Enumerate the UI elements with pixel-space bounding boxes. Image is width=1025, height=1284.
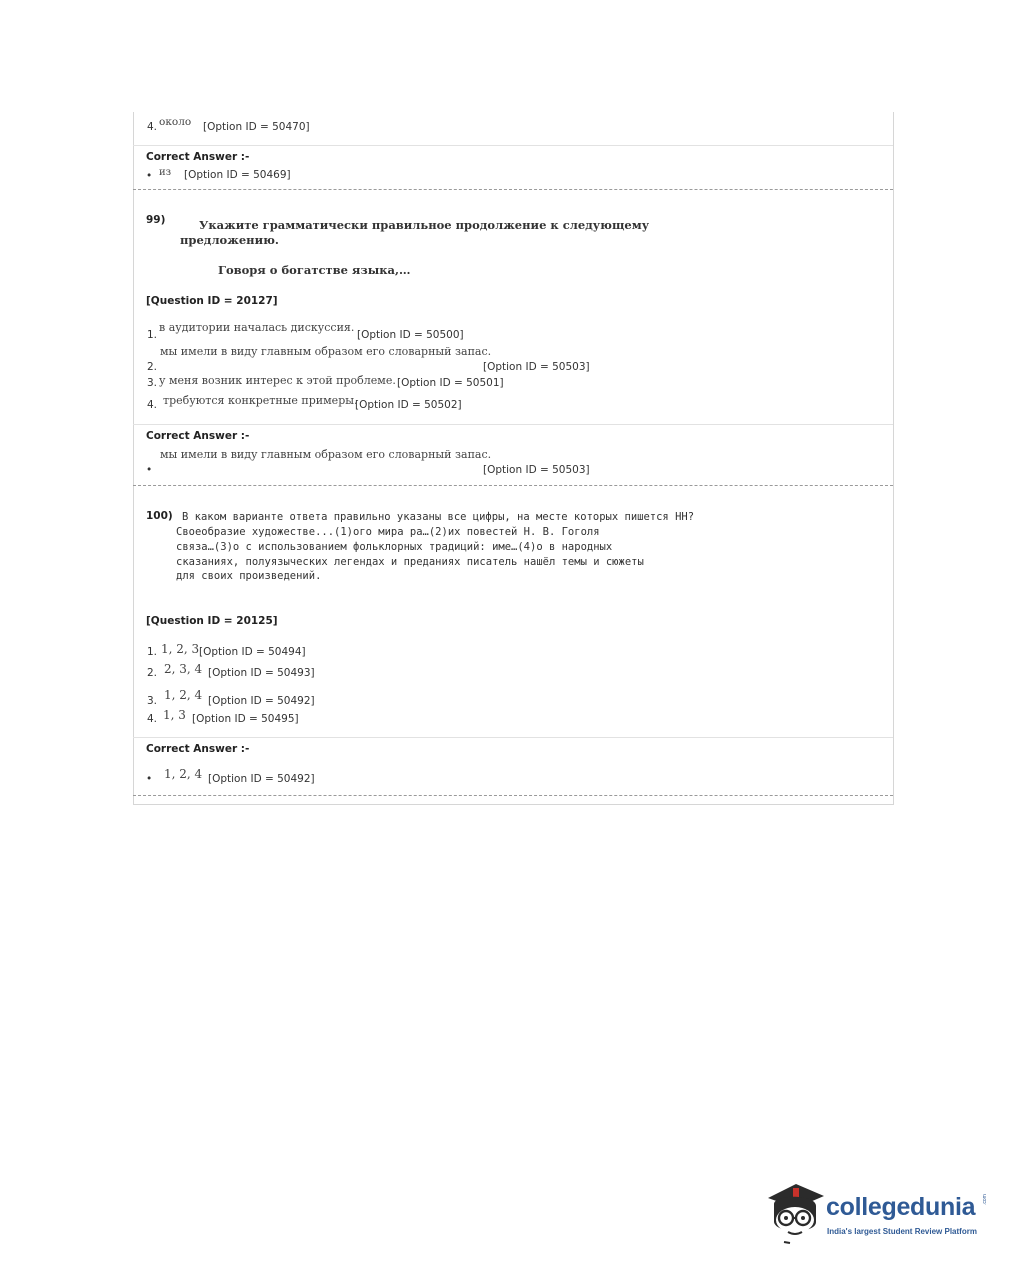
option-id: [Option ID = 50503]: [483, 361, 590, 373]
question-id: [Question ID = 20127]: [146, 295, 278, 307]
logo-tagline: India's largest Student Review Platform: [827, 1227, 977, 1236]
divider: [133, 424, 893, 425]
option-text: 1, 2, 4: [164, 688, 203, 702]
option-id: [Option ID = 50500]: [357, 329, 464, 341]
question-text-line1: Укажите грамматически правильное продолжение к следующему: [199, 218, 650, 232]
option-text: 1, 3: [163, 708, 186, 722]
option-text: около: [159, 116, 192, 128]
option-id: [Option ID = 50502]: [355, 399, 462, 411]
answer-text: мы имели в виду главным образом его словарный запас.: [160, 448, 492, 461]
answer-text: из: [159, 167, 172, 178]
question-id: [Question ID = 20125]: [146, 615, 278, 627]
option-number: 2.: [147, 667, 158, 679]
option-number: 1.: [147, 329, 158, 341]
option-text: требуются конкретные примеры.: [163, 394, 358, 407]
correct-answer-label: Correct Answer :-: [146, 430, 250, 442]
answer-option-id: [Option ID = 50503]: [483, 464, 590, 476]
question-text-line: Своеобразие художестве...(1)ого мира ра…(2)их повестей Н. В. Гоголя: [176, 526, 600, 538]
correct-answer-label: Correct Answer :-: [146, 743, 250, 755]
question-text-line: связа…(3)о с использованием фольклорных традиций: име…(4)о в народных: [176, 541, 613, 553]
question-separator: [133, 795, 893, 796]
option-id: [Option ID = 50493]: [208, 667, 315, 679]
option-id: [Option ID = 50501]: [397, 377, 504, 389]
question-number: 99): [146, 214, 166, 226]
answer-option-id: [Option ID = 50492]: [208, 773, 315, 785]
divider: [133, 145, 893, 146]
logo-com: .com: [982, 1194, 988, 1205]
answer-option-id: [Option ID = 50469]: [184, 169, 291, 181]
answer-bullet: [146, 170, 152, 182]
option-text: 1, 2, 3: [161, 642, 200, 656]
option-number: 3.: [147, 695, 158, 707]
option-number: 1.: [147, 646, 158, 658]
mascot-icon: [766, 1176, 826, 1246]
question-text-line: для своих произведений.: [176, 570, 322, 582]
question-separator: [133, 189, 893, 190]
question-text-line: В каком варианте ответа правильно указаны все цифры, на месте которых пишется НН?: [182, 511, 695, 523]
question-sentence: Говоря о богатстве языка,…: [218, 263, 411, 277]
option-id: [Option ID = 50492]: [208, 695, 315, 707]
answer-bullet: [146, 464, 152, 476]
answer-text: 1, 2, 4: [164, 767, 203, 781]
correct-answer-label: Correct Answer :-: [146, 151, 250, 163]
option-text: в аудитории началась дискуссия.: [159, 321, 355, 334]
option-number: 4.: [147, 399, 158, 411]
option-text: мы имели в виду главным образом его словарный запас.: [160, 345, 492, 358]
option-id: [Option ID = 50494]: [199, 646, 306, 658]
question-text-line: сказаниях, полуязыческих легендах и преданиях писатель нашёл темы и сюжеты: [176, 556, 644, 568]
option-number: 4.: [147, 121, 158, 133]
divider: [133, 737, 893, 738]
question-text-line2: предложению.: [180, 233, 279, 247]
option-number: 3.: [147, 377, 158, 389]
option-number: 2.: [147, 361, 158, 373]
option-number: 4.: [147, 713, 158, 725]
option-text: 2, 3, 4: [164, 662, 203, 676]
answer-bullet: [146, 773, 152, 785]
logo-wordmark: collegedunia: [826, 1193, 976, 1221]
option-id: [Option ID = 50470]: [203, 121, 310, 133]
question-separator: [133, 485, 893, 486]
option-id: [Option ID = 50495]: [192, 713, 299, 725]
question-number: 100): [146, 510, 173, 522]
option-text: у меня возник интерес к этой проблеме.: [159, 374, 396, 387]
